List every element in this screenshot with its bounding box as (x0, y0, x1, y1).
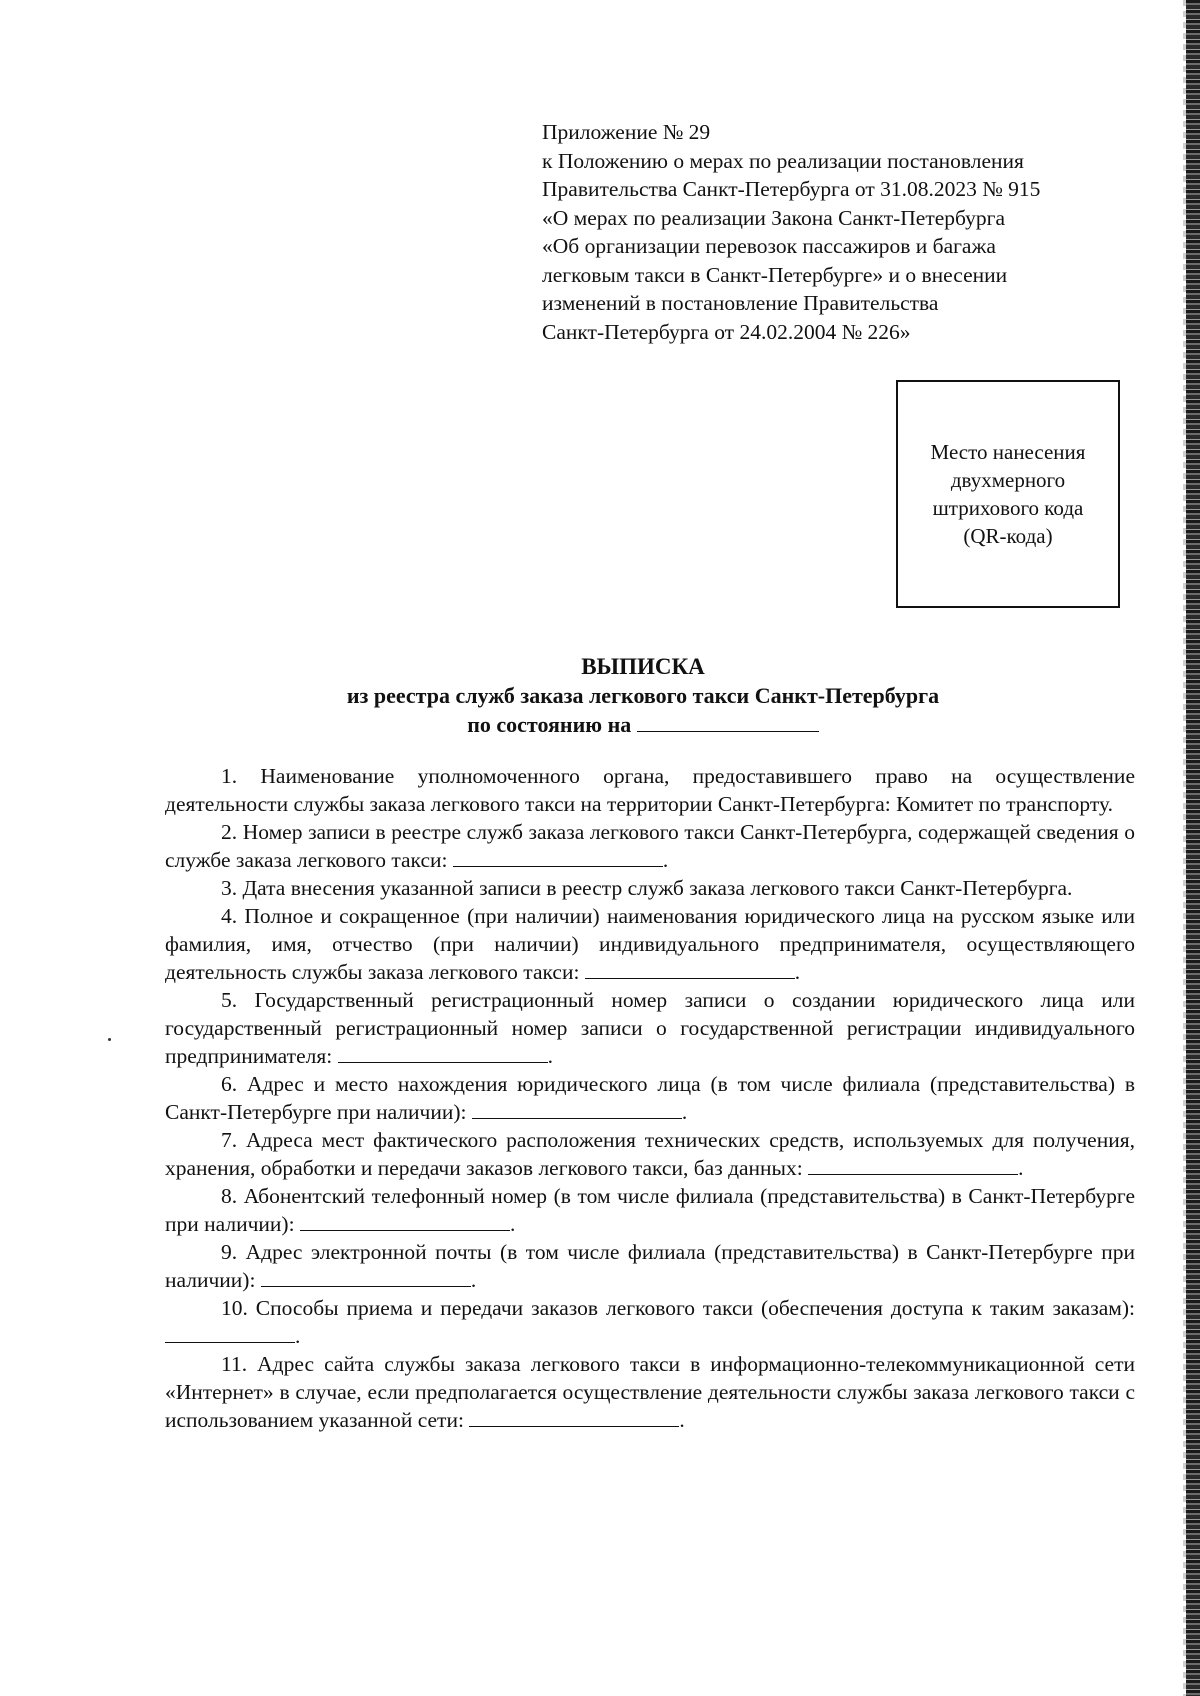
blank-field[interactable] (585, 958, 795, 979)
qr-box-line: двухмерного (950, 468, 1066, 492)
blank-field[interactable] (338, 1042, 548, 1063)
items-list (165, 762, 1135, 1434)
list-item-text: 11. Адрес сайта службы заказа легкового такси в информационно-телекоммуникационной сети «Интернет» в случае, если предполагается осуществление деятельности службы заказа легкового такси с использованием указанной сети: (165, 1352, 1135, 1432)
list-item: 9. Адрес электронной почты (в том числе филиала (представительства) в Санкт-Петербурге при наличии): . (165, 1240, 1135, 1292)
blank-field[interactable] (469, 1406, 679, 1427)
list-item: 8. Абонентский телефонный номер (в том числе филиала (представительства) в Санкт-Петербурге при наличии): . (165, 1184, 1135, 1236)
list-item (165, 762, 1135, 818)
appendix-line: Приложение № 29 (542, 120, 711, 144)
scan-edge (1186, 0, 1200, 1696)
blank-field[interactable] (261, 1266, 471, 1287)
blank-field[interactable] (808, 1154, 1018, 1175)
qr-code-placeholder (896, 380, 1120, 608)
list-item: 5. Государственный регистрационный номер записи о создании юридического лица или государственный регистрационный номер записи о государственной регистрации индивидуального предпринимателя: . (165, 988, 1135, 1068)
appendix-header (542, 118, 1126, 346)
list-item: 11. Адрес сайта службы заказа легкового такси в информационно-телекоммуникационной сети «Интернет» в случае, если предполагается осуществление деятельности службы заказа легкового такси с использованием указанной сети: . (165, 1352, 1135, 1432)
qr-box-line: штрихового кода (932, 496, 1084, 520)
appendix-line: легковым такси в Санкт-Петербурге» и о внесении (542, 262, 1008, 287)
appendix-line: «О мерах по реализации Закона Санкт-Петербурга (542, 205, 1005, 230)
blank-field[interactable] (472, 1098, 682, 1119)
qr-box-line: (QR-кода) (963, 524, 1053, 548)
list-item-text: 6. Адрес и место нахождения юридического лица (в том числе филиала (представительства) в Санкт-Петербурге при наличии): (165, 1072, 1135, 1124)
list-item-text: 4. Полное и сокращенное (при наличии) наименования юридического лица на русском языке или фамилия, имя, отчество (при наличии) индивидуального предпринимателя, осуществляющего деятельность службы заказа легкового такси: (165, 904, 1135, 984)
appendix-line: «Об организации перевозок пассажиров и багажа (542, 234, 996, 258)
scan-dot (108, 1038, 111, 1041)
list-item: 4. Полное и сокращенное (при наличии) наименования юридического лица на русском языке или фамилия, имя, отчество (при наличии) индивидуального предпринимателя, осуществляющего деятельность службы заказа легкового такси: . (165, 904, 1135, 984)
title-main: ВЫПИСКА (581, 654, 705, 679)
list-item-text: 5. Государственный регистрационный номер записи о создании юридического лица или государственный регистрационный номер записи о государственной регистрации индивидуального предпринимателя: (165, 988, 1135, 1068)
list-item-text: 9. Адрес электронной почты (в том числе филиала (представительства) в Санкт-Петербурге при наличии): (165, 1240, 1135, 1292)
list-item: 6. Адрес и место нахождения юридического лица (в том числе филиала (представительства) в Санкт-Петербурге при наличии): . (165, 1072, 1135, 1124)
list-item-text: 8. Абонентский телефонный номер (в том числе филиала (представительства) в Санкт-Петербурге при наличии): (165, 1184, 1135, 1236)
appendix-line: изменений в постановление Правительства (542, 291, 939, 315)
list-item-text: 1. Наименование уполномоченного органа, предоставившего право на осуществление деятельности службы заказа легкового такси на территории Санкт-Петербурга: Комитет по транспорту. (165, 764, 1135, 816)
qr-box-line: Место нанесения (930, 440, 1086, 464)
list-item: 2. Номер записи в реестре служб заказа легкового такси Санкт-Петербурга, содержащей сведения о службе заказа легкового такси: . (165, 820, 1135, 872)
blank-field[interactable] (165, 1322, 295, 1343)
list-item-text: 2. Номер записи в реестре служб заказа легкового такси Санкт-Петербурга, содержащей сведения о службе заказа легкового такси: (165, 820, 1135, 872)
list-item-text: 10. Способы приема и передачи заказов легкового такси (обеспечения доступа к таким заказам): (221, 1296, 1135, 1320)
blank-field[interactable] (453, 846, 663, 867)
title-date-line (160, 710, 1126, 739)
list-item: 7. Адреса мест фактического расположения технических средств, используемых для получения, хранения, обработки и передачи заказов легкового такси, баз данных: . (165, 1128, 1135, 1180)
date-blank-field[interactable] (637, 711, 819, 732)
list-item-text: 3. Дата внесения указанной записи в реестр служб заказа легкового такси Санкт-Петербурга. (221, 876, 1073, 900)
qr-box-text (931, 438, 1086, 550)
list-item (165, 874, 1135, 902)
list-item-text: 7. Адреса мест фактического расположения технических средств, используемых для получения, хранения, обработки и передачи заказов легкового такси, баз данных: (165, 1128, 1135, 1180)
title-date-label: по состоянию на (467, 712, 632, 737)
appendix-line: к Положению о мерах по реализации постановления (542, 148, 1024, 173)
list-item: 10. Способы приема и передачи заказов легкового такси (обеспечения доступа к таким заказам): . (165, 1294, 1135, 1350)
title-subtitle: из реестра служб заказа легкового такси Санкт-Петербурга (346, 683, 940, 708)
appendix-line: Санкт-Петербурга от 24.02.2004 № 226» (542, 319, 911, 344)
blank-field[interactable] (300, 1210, 510, 1231)
document-title (160, 652, 1126, 739)
appendix-line: Правительства Санкт-Петербурга от 31.08.2023 № 915 (542, 177, 1041, 201)
